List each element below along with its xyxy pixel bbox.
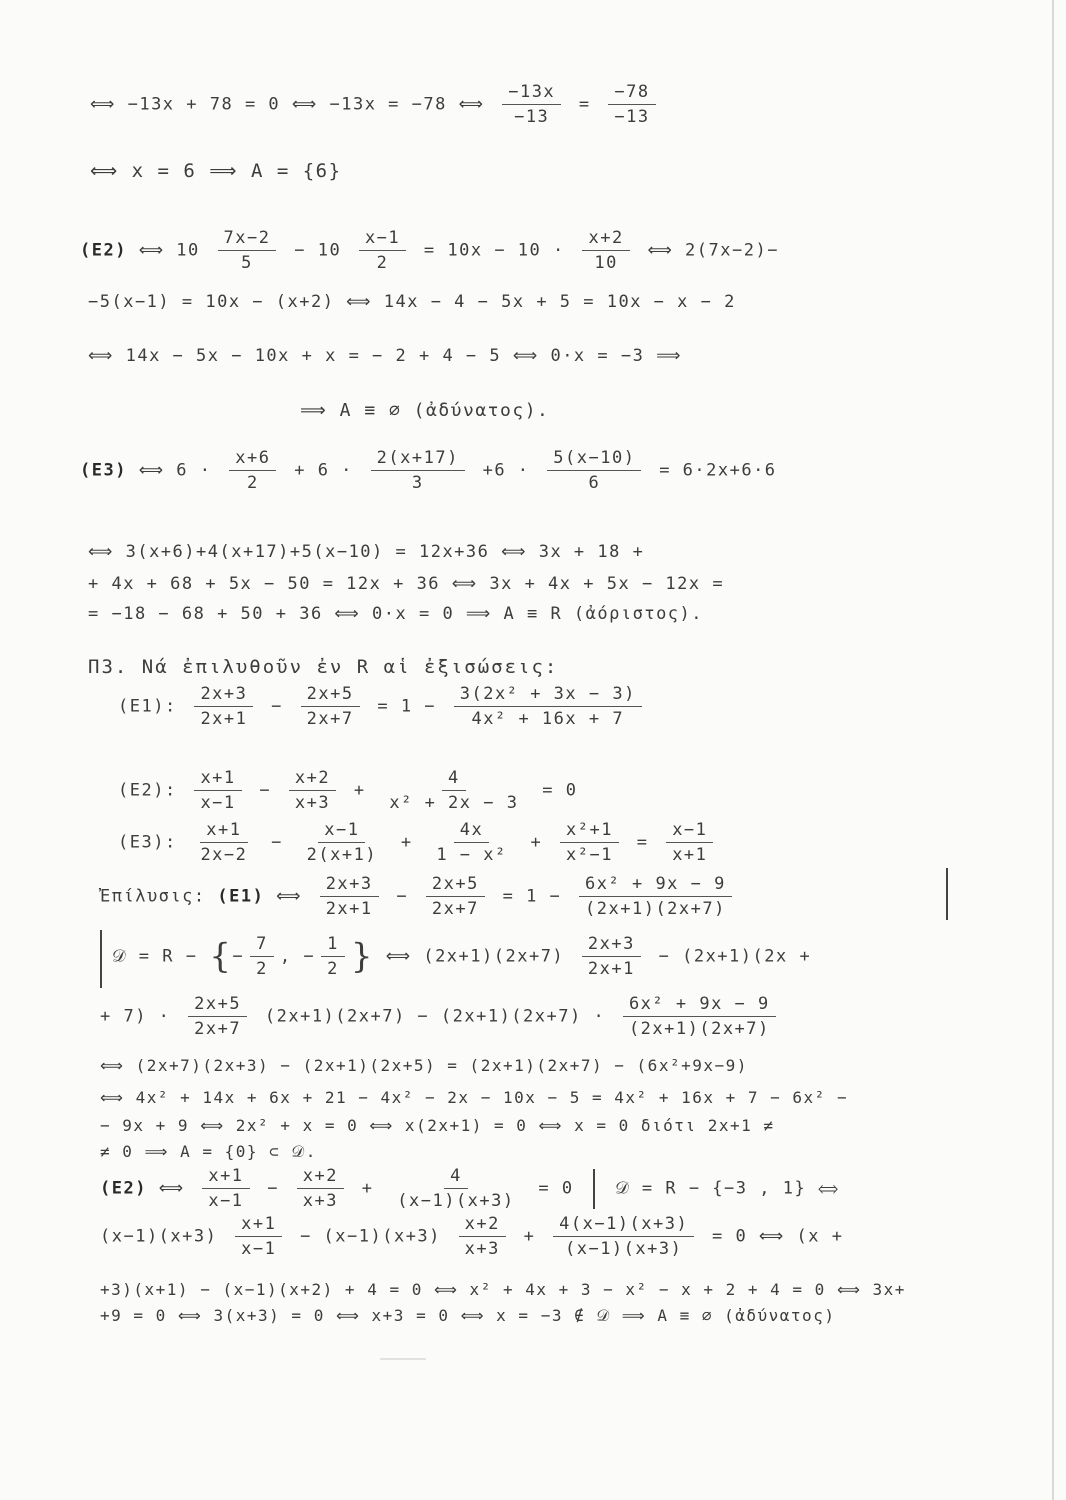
fraction (459, 1214, 506, 1259)
fraction (623, 994, 776, 1039)
fraction-numerator: x−1 (318, 820, 365, 843)
fraction-numerator: x+2 (289, 768, 336, 791)
fraction (194, 820, 253, 865)
equation-text: + 7) · (100, 1006, 171, 1027)
fraction-denominator: x² + 2x − 3 (389, 793, 519, 813)
fraction (579, 874, 732, 919)
operator: + (523, 1226, 536, 1247)
fraction-denominator: 2 (376, 253, 389, 273)
fraction (454, 684, 642, 729)
fraction-denominator: (x−1)(x+3) (564, 1239, 683, 1259)
equation-text: − (x−1)(x+3) (300, 1226, 441, 1247)
fraction-numerator: 2x+5 (188, 994, 247, 1017)
fraction-numerator: 7x−2 (218, 228, 277, 251)
fraction (229, 448, 276, 493)
operator: − (271, 832, 283, 853)
equation-text: − 9x + 9 ⟺ 2x² + x = 0 ⟺ x(2x+1) = 0 ⟺ x = 0 διότι 2x+1 ≠ (100, 1116, 775, 1135)
fraction-numerator: x+1 (202, 1166, 249, 1189)
equation-label: (E2) (100, 1178, 147, 1199)
fraction-numerator: 6x² + 9x − 9 (579, 874, 732, 897)
domain-line: 𝒟 = R − {− $\frac{7}{2}$ , − $\frac{1}{2}$ } ⟺ (2x+1)(2x+7) $\frac{2x+3}{2x+1}$ − (2x+1)(2x + (112, 934, 812, 979)
page-edge-line (1052, 0, 1054, 1500)
equation-text: −5(x−1) = 10x − (x+2) ⟺ 14x − 4 − 5x + 5 = 10x − x − 2 (88, 292, 736, 312)
operator: + (353, 780, 366, 801)
fraction (582, 934, 641, 979)
equation-text: = 1 − (502, 886, 562, 907)
operator: − (271, 696, 283, 717)
equation-line-1 (90, 82, 1066, 127)
equation-line-10 (88, 604, 1066, 624)
fraction-denominator: x−1 (208, 1191, 244, 1211)
fraction-denominator: 2 (327, 959, 339, 979)
fraction (391, 1166, 520, 1211)
fraction (383, 768, 524, 813)
fraction-numerator: 2x+5 (301, 684, 360, 707)
separator-bar (946, 868, 948, 920)
equation-e2-line (80, 228, 1066, 273)
brace: } (350, 936, 374, 977)
equation-text: + 6 · (294, 460, 353, 481)
equation-text: − (2x+1)(2x + (658, 946, 812, 967)
equation-line-d (100, 1142, 1066, 1162)
fraction-denominator: x+1 (672, 845, 708, 865)
equation-text: = 6·2x+6·6 (659, 460, 777, 481)
fraction-denominator: x²−1 (565, 845, 613, 865)
fraction (553, 1214, 694, 1259)
equation-text: = (636, 832, 649, 853)
fraction (188, 994, 247, 1039)
equation-text: ⟺ 10 (138, 240, 200, 261)
fraction (218, 228, 277, 273)
fraction-denominator: 2x+7 (306, 709, 354, 729)
fraction-denominator: x+3 (464, 1239, 500, 1259)
fraction-numerator: 2x+3 (194, 684, 253, 707)
equation-line-6 (300, 400, 1066, 421)
equation-text: + 4x + 68 + 5x − 50 = 12x + 36 ⟺ 3x + 4x + 5x − 12x = (88, 574, 725, 594)
fraction (560, 820, 619, 865)
operator: − (396, 886, 409, 907)
equation-text: ⟺ 4x² + 14x + 6x + 21 − 4x² − 2x − 10x − 5 = 4x² + 16x + 7 − 6x² − (100, 1088, 849, 1107)
fraction (502, 82, 561, 127)
fraction-numerator: 2x+3 (582, 934, 641, 957)
fraction-numerator: x+6 (229, 448, 276, 471)
fraction-numerator: x−1 (359, 228, 406, 251)
fraction-numerator: −13x (502, 82, 561, 105)
equation-line-e (100, 1280, 1066, 1299)
equation-text: ⟺ x = 6 ⟹ A = {6} (90, 160, 342, 182)
fraction (235, 1214, 282, 1259)
equation-text: = 0 (542, 780, 578, 801)
problem-title-text: Π3. Νά ἐπιλυθοῦν ἐν R αἱ ἐξισώσεις: (88, 656, 559, 678)
equation-text: 𝒟 = R − (112, 946, 198, 967)
fraction-numerator: 5(x−10) (547, 448, 641, 471)
equation-text: = 0 ⟺ (x + (711, 1226, 844, 1247)
fraction (426, 874, 485, 919)
problem-equation-e3 (118, 820, 1066, 865)
fraction-denominator: 4x² + 16x + 7 (471, 709, 625, 729)
solution-heading: Ἐπίλυσις: (100, 886, 218, 907)
problem-equation-e1 (118, 684, 1066, 729)
fraction (371, 448, 465, 493)
fraction (666, 820, 713, 865)
equation-label: (E3) (80, 460, 127, 481)
equation-line-c (100, 1116, 1066, 1135)
fraction (359, 228, 406, 273)
fraction-denominator: −13 (614, 107, 650, 127)
fraction-denominator: x+3 (294, 793, 331, 813)
equation-text: ⟺ (158, 1178, 185, 1199)
fraction-numerator: 3(2x² + 3x − 3) (454, 684, 642, 707)
equation-text: ⟺ −13x + 78 = 0 ⟺ −13x = −78 ⟺ (90, 94, 485, 115)
fraction-numerator: 2(x+17) (371, 448, 465, 471)
fraction (202, 1166, 249, 1211)
equation-text: = 1 − (377, 696, 437, 717)
equation-text: ⟺ 2(7x−2)− (647, 240, 779, 261)
equation-text: ⟺ (276, 886, 302, 907)
fraction-numerator: 6x² + 9x − 9 (623, 994, 776, 1017)
fraction-denominator: (2x+1)(2x+7) (585, 899, 726, 919)
separator-bar (593, 1169, 595, 1209)
equation-text: ⟺ 6 · (138, 460, 212, 481)
equation-text: +6 · (482, 460, 530, 481)
fraction-numerator: 4 (444, 1166, 468, 1189)
operator: + (400, 832, 413, 853)
equation-label: (E2): (118, 780, 177, 801)
fraction (250, 934, 274, 979)
fraction (194, 684, 253, 729)
equation-text: (2x+1)(2x+7) − (2x+1)(2x+7) · (264, 1006, 606, 1027)
equation-text: ≠ 0 ⟹ A = {0} ⊂ 𝒟. (100, 1142, 317, 1161)
fraction-numerator: x+2 (297, 1166, 344, 1189)
problem-equation-e2 (118, 768, 1066, 813)
fraction-denominator: 5 (241, 253, 253, 273)
fraction-numerator: x+1 (194, 768, 241, 791)
fraction (430, 820, 512, 865)
fraction-numerator: x+1 (235, 1214, 282, 1237)
equation-label: (E2) (80, 240, 127, 261)
equation-text: ⟺ 14x − 5x − 10x + x = − 2 + 4 − 5 ⟺ 0·x = −3 ⟹ (88, 346, 682, 366)
fraction (194, 768, 241, 813)
equation-line-5 (88, 346, 1066, 366)
fraction-denominator: x−1 (241, 1239, 277, 1259)
fraction-denominator: 2x+7 (431, 899, 479, 919)
fraction (301, 820, 383, 865)
equation-text: = 10x − 10 · (423, 240, 565, 261)
equation-text: = −18 − 68 + 50 + 36 ⟺ 0·x = 0 ⟹ A ≡ R (ἀόριστος). (88, 604, 704, 624)
equation-text: +9 = 0 ⟺ 3(x+3) = 0 ⟺ x+3 = 0 ⟺ x = −3 ∉ 𝒟 ⟹ A ≡ ∅ (ἀδύνατος) (100, 1306, 836, 1325)
brace: { (209, 936, 233, 977)
fraction (321, 934, 345, 979)
fraction (297, 1166, 344, 1211)
fraction-denominator: 2x+1 (200, 709, 248, 729)
equation-line-a (100, 1056, 1066, 1075)
equation-text: ⟹ A ≡ ∅ (ἀδύνατος). (300, 400, 550, 421)
fraction (289, 768, 336, 813)
fraction-denominator: 3 (411, 473, 424, 493)
solution-e2-step (100, 1214, 1066, 1259)
solution-e2-line (100, 1166, 1066, 1211)
separator-bar (100, 930, 102, 988)
fraction-denominator: 1 − x² (436, 845, 507, 865)
fraction-denominator: x+3 (302, 1191, 339, 1211)
operator: + (361, 1178, 374, 1199)
fraction-denominator: 2x−2 (200, 845, 248, 865)
equation-line-4 (88, 292, 1066, 312)
fraction-numerator: x+1 (200, 820, 247, 843)
fraction (547, 448, 641, 493)
fraction-denominator: 2x+7 (194, 1019, 242, 1039)
equation-text: = 0 (538, 1178, 574, 1199)
operator: − (267, 1178, 280, 1199)
equation-text: (x−1)(x+3) (100, 1226, 218, 1247)
equation-text: − 10 (294, 240, 342, 261)
fraction (608, 82, 655, 127)
equation-line-2 (90, 160, 1066, 182)
fraction-numerator: 4 (442, 768, 466, 791)
fraction-numerator: 2x+3 (320, 874, 379, 897)
equation-line-f (100, 1306, 1066, 1326)
fraction (301, 684, 360, 729)
equation-line-9 (88, 574, 1066, 594)
fraction-denominator: x−1 (200, 793, 236, 813)
equation-label: (E1): (118, 696, 177, 717)
fraction-numerator: x²+1 (560, 820, 619, 843)
fraction-denominator: 2(x+1) (306, 845, 378, 865)
equation-text: ⟺ 3(x+6)+4(x+17)+5(x−10) = 12x+36 ⟺ 3x + 18 + (88, 542, 645, 562)
equation-e3-line (80, 448, 1066, 493)
problem-3-title (88, 656, 1066, 678)
equation-text: +3)(x+1) − (x−1)(x+2) + 4 = 0 ⟺ x² + 4x + 3 − x² − x + 2 + 4 = 0 ⟺ 3x+ (100, 1280, 906, 1299)
fraction-denominator: −13 (514, 107, 550, 127)
fraction-numerator: 7 (250, 934, 274, 957)
equation-label: (E1) (217, 886, 265, 907)
fraction-denominator: 6 (588, 473, 601, 493)
solution-e1-line (100, 874, 1066, 919)
equation-label: (E3): (118, 832, 177, 853)
operator: − (259, 780, 272, 801)
fraction-denominator: 2x+1 (587, 959, 635, 979)
equation-text: ⟺ (2x+1)(2x+7) (385, 946, 565, 967)
equation-line-b (100, 1088, 1066, 1107)
equation-line-8 (88, 542, 1066, 562)
fraction-denominator: (x−1)(x+3) (397, 1191, 515, 1211)
fraction-numerator: 2x+5 (426, 874, 485, 897)
fraction-denominator: (2x+1)(2x+7) (628, 1019, 770, 1039)
fraction-numerator: x+2 (459, 1214, 506, 1237)
fraction (320, 874, 379, 919)
fraction-denominator: 2 (256, 959, 268, 979)
equals-sign: = (578, 94, 591, 115)
equation-text: 𝒟 = R − {−3 , 1} ⟺ (615, 1178, 840, 1199)
fraction-numerator: x−1 (666, 820, 713, 843)
fraction-numerator: 1 (321, 934, 345, 957)
equation-text: ⟺ (2x+7)(2x+3) − (2x+1)(2x+5) = (2x+1)(2x+7) − (6x²+9x−9) (100, 1056, 748, 1075)
fraction-numerator: x+2 (582, 228, 629, 251)
fraction-denominator: 2x+1 (325, 899, 373, 919)
fraction-numerator: −78 (608, 82, 655, 105)
fraction-denominator: 2 (247, 473, 259, 493)
operator: + (530, 832, 543, 853)
fraction-denominator: 10 (594, 253, 618, 273)
fraction (582, 228, 629, 273)
fraction-numerator: 4(x−1)(x+3) (553, 1214, 694, 1237)
faint-mark (380, 1358, 426, 1360)
equation-line-d2 (100, 994, 1066, 1039)
fraction-numerator: 4x (454, 820, 489, 843)
